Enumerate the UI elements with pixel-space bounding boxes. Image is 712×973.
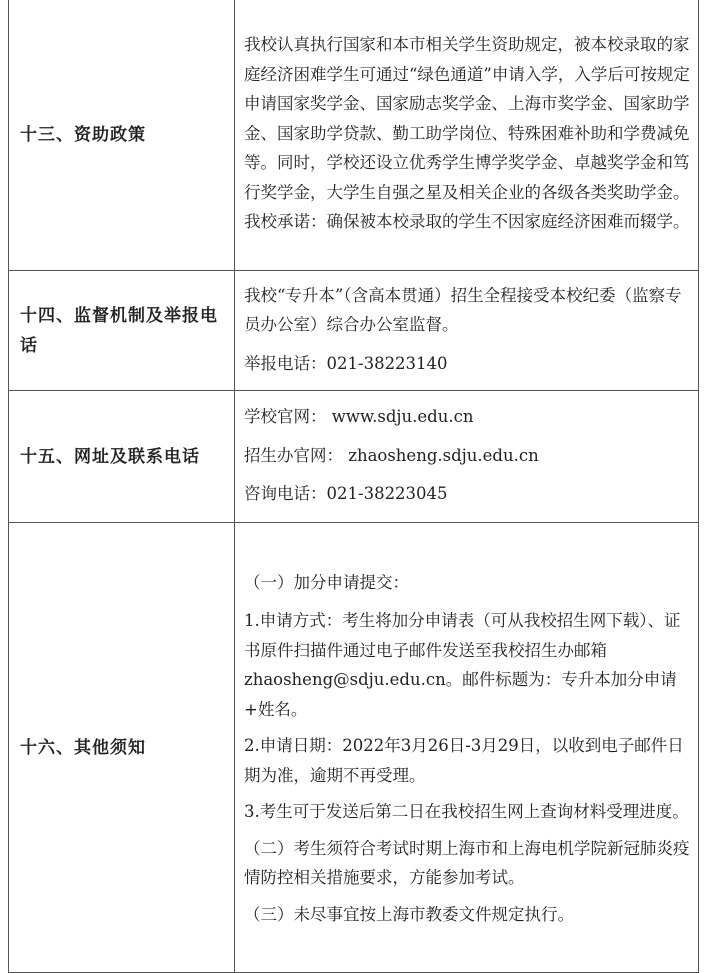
admission-website-link[interactable]: 招生办官网： zhaosheng.sdju.edu.cn [244, 445, 539, 465]
table-row-other-notes [9, 523, 699, 973]
row-label-supervision: 十四、监督机制及举报电话 [9, 271, 235, 391]
row-content-supervision [235, 271, 699, 391]
note-apply-date: 2.申请日期：2022年3月26日-3月29日，以收到电子邮件日期为准，逾期不再受理。 [244, 736, 684, 785]
financial-aid-paragraph: 我校认真执行国家和本市相关学生资助规定，被本校录取的家庭经济困难学生可通过“绿色通道”申请入学，入学后可按规定申请国家奖学金、国家励志奖学金、上海市奖学金、国家助学金、国家助学贷款、勤工助学岗位、特殊困难补助和学费减免等。同时，学校还设立优秀学生博学奖学金、卓越奖学金和笃行奖学金，大学生自强之星及相关企业的各级各类奖助学金。我校承诺：确保被本校录取的学生不因家庭经济困难而辍学。 [244, 35, 690, 232]
consult-phone: 咨询电话：021-38223045 [244, 484, 448, 504]
admission-info-table [8, 0, 699, 973]
table-row-contact [9, 391, 699, 523]
table-row-financial-aid [9, 0, 699, 271]
row-label-financial-aid: 十三、资助政策 [9, 0, 235, 271]
table-row-supervision [9, 271, 699, 391]
row-content-other-notes [235, 523, 699, 973]
note-apply-method: 1.申请方式：考生将加分申请表（可从我校招生网下载）、证书原件扫描件通过电子邮件发送至我校招生办邮箱zhaosheng@sdju.edu.cn。邮件标题为：专升本加分申请+姓名。 [244, 611, 681, 719]
note-other-matters: （三）未尽事宜按上海市教委文件规定执行。 [244, 904, 574, 924]
report-phone: 举报电话：021-38223140 [244, 353, 448, 373]
note-covid-measures: （二）考生须符合考试时期上海市和上海电机学院新冠肺炎疫情防控相关措施要求，方能参加考试。 [244, 838, 690, 888]
row-label-contact: 十五、网址及联系电话 [9, 391, 235, 523]
supervision-paragraph: 我校“专升本”（含高本贯通）招生全程接受本校纪委（监察专员办公室）综合办公室监督。 [244, 285, 682, 335]
note-bonus-header: （一）加分申请提交： [244, 572, 409, 592]
school-website-link[interactable]: 学校官网： www.sdju.edu.cn [244, 407, 474, 427]
row-content-contact [235, 391, 699, 523]
row-label-other-notes: 十六、其他须知 [9, 523, 235, 973]
note-check-progress: 3.考生可于发送后第二日在我校招生网上查询材料受理进度。 [244, 802, 689, 822]
row-content-financial-aid [235, 0, 699, 271]
